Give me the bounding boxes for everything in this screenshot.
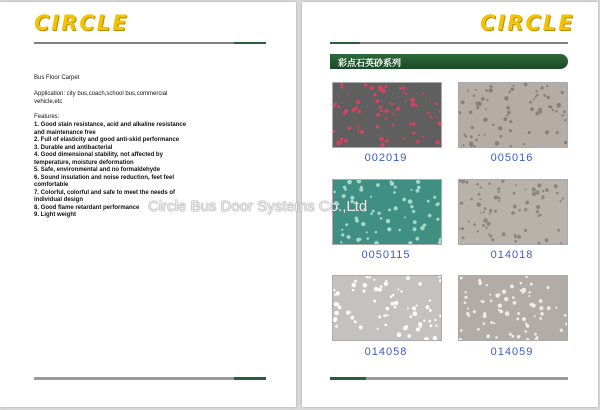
header-divider-accent bbox=[330, 42, 360, 44]
series-title: 彩点石英砂系列 bbox=[338, 58, 402, 68]
feature-item: 9. Light weight bbox=[34, 212, 76, 218]
feature-item: 3. Durable and antibacterial bbox=[34, 144, 113, 151]
sample-code: 014058 bbox=[364, 346, 408, 358]
sample-code: 0050115 bbox=[361, 249, 411, 261]
company-watermark: Circle Bus Door Systems Co.,Ltd bbox=[148, 198, 368, 215]
application-text: Application: city bus,coach,school bus,commercial vehicle,etc bbox=[34, 91, 168, 105]
carpet-swatch bbox=[332, 82, 442, 148]
feature-item: 4. Good dimensional stability, not affected by temperature, moisture deformation bbox=[34, 152, 163, 166]
carpet-swatch bbox=[458, 275, 568, 341]
carpet-swatch bbox=[458, 82, 568, 148]
header-divider bbox=[330, 42, 568, 44]
carpet-swatch bbox=[332, 275, 442, 341]
features-heading: Features: bbox=[34, 114, 60, 120]
sample-code: 002019 bbox=[364, 152, 408, 164]
circle-logo: CIRCLE bbox=[480, 11, 575, 35]
carpet-swatch bbox=[458, 179, 568, 245]
feature-item: 1. Good stain resistance, acid and alkaline resistance and maintenance free bbox=[34, 122, 187, 136]
feature-item: 8. Good flame retardant performance bbox=[34, 204, 140, 211]
series-banner bbox=[330, 54, 568, 69]
feature-item: 5. Safe, environmental and no formaldehyde bbox=[34, 167, 161, 173]
sample-code: 014018 bbox=[490, 249, 534, 261]
footer-divider-accent bbox=[234, 377, 266, 380]
feature-item: 7. Colorful, colorful and safe to meet the needs of individual design bbox=[34, 189, 176, 203]
feature-item: 6. Sound insulation and noise reduction, feet feel comfortable bbox=[34, 174, 175, 188]
header-divider bbox=[34, 42, 234, 44]
feature-item: 2. Full of elasticity and good anti-skid performance bbox=[34, 137, 180, 143]
header-divider-accent bbox=[234, 42, 266, 44]
circle-logo: CIRCLE bbox=[34, 11, 129, 35]
footer-divider bbox=[34, 377, 234, 380]
footer-divider-accent bbox=[330, 377, 366, 380]
sample-code: 014059 bbox=[490, 346, 534, 358]
sample-code: 005016 bbox=[490, 152, 534, 164]
product-title: Bus Floor Carpet bbox=[34, 75, 80, 81]
